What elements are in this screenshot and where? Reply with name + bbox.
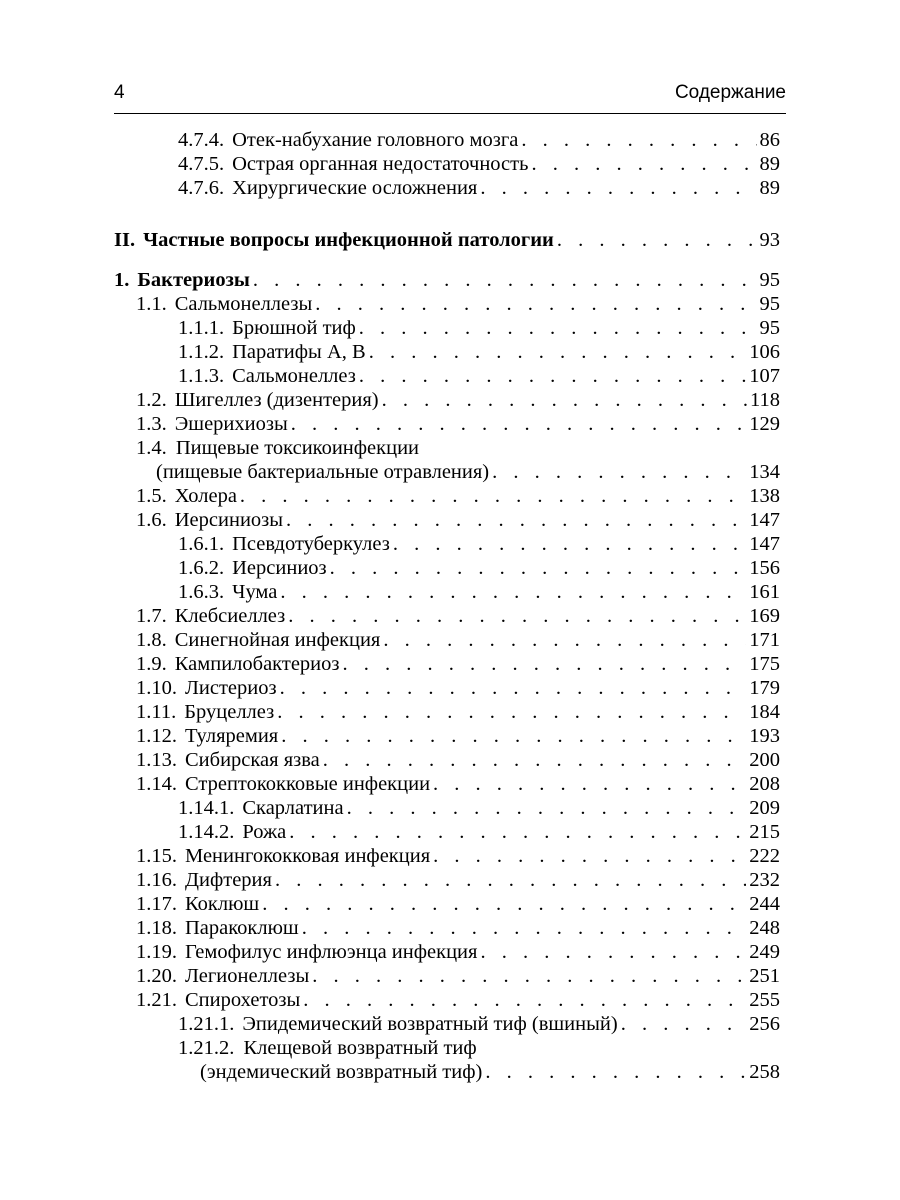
toc-entry-page: 147 — [749, 533, 780, 555]
toc-entry[interactable] — [114, 128, 780, 152]
toc-entry-page: 118 — [750, 389, 780, 411]
toc-entry-number: 1.7. — [136, 605, 167, 627]
leader-dots — [477, 176, 756, 200]
toc-entry-title: Частные вопросы инфекционной патологии — [143, 229, 554, 251]
toc-entry[interactable] — [114, 796, 780, 820]
toc-entry-number: 1. — [114, 269, 130, 291]
toc-entry-page: 255 — [749, 989, 780, 1011]
toc-part-heading[interactable] — [114, 228, 780, 252]
toc-entry-page: 258 — [749, 1061, 780, 1083]
toc-entry-first-line[interactable] — [114, 436, 780, 460]
toc-entry-number: 1.1.1. — [178, 317, 225, 339]
leader-dots — [278, 724, 746, 748]
toc-entry[interactable] — [114, 676, 780, 700]
toc-entry-number: 1.3. — [136, 413, 167, 435]
leader-dots — [477, 940, 746, 964]
toc-entry-page: 147 — [749, 509, 780, 531]
toc-entry[interactable] — [114, 700, 780, 724]
toc-entry[interactable] — [114, 152, 780, 176]
toc-entry-title: Бактериозы — [137, 269, 250, 291]
toc-entry-page: 175 — [749, 653, 780, 675]
toc-entry-title: Хирургические осложнения — [232, 177, 478, 199]
toc-entry-title: Клещевой возвратный тиф — [243, 1037, 477, 1059]
toc-entry[interactable] — [114, 484, 780, 508]
toc-entry[interactable] — [114, 916, 780, 940]
toc-entry-page: 107 — [749, 365, 780, 387]
leader-dots — [340, 652, 747, 676]
toc-entry-title: Острая органная недостаточность — [232, 153, 529, 175]
toc-entry-number: 1.18. — [136, 917, 177, 939]
toc-entry[interactable] — [114, 580, 780, 604]
leader-dots — [309, 964, 746, 988]
toc-entry-number: 1.9. — [136, 653, 167, 675]
toc-entry-number: 1.21.2. — [178, 1037, 235, 1059]
toc-entry-number: 1.6.1. — [178, 533, 225, 555]
leader-dots — [618, 1012, 747, 1036]
leader-dots — [356, 316, 757, 340]
toc-entry[interactable] — [114, 940, 780, 964]
toc-entry-title: Иерсиниозы — [174, 509, 284, 531]
toc-entry-title: Эшерихиозы — [174, 413, 288, 435]
toc-entry-page: 251 — [749, 965, 780, 987]
toc-entry-title: Гемофилус инфлюэнца инфекция — [185, 941, 478, 963]
leader-dots — [482, 1060, 746, 1084]
leader-dots — [272, 868, 746, 892]
toc-entry-number: 1.21. — [136, 989, 177, 1011]
toc-entry-page: 95 — [759, 317, 780, 339]
toc-entry-title: Сальмонеллез — [232, 365, 356, 387]
leader-dots — [327, 556, 747, 580]
toc-entry[interactable] — [114, 412, 780, 436]
toc-entry[interactable] — [114, 316, 780, 340]
toc-entry[interactable] — [114, 340, 780, 364]
leader-dots — [312, 292, 756, 316]
toc-entry-title-cont: (эндемический возвратный тиф) — [200, 1061, 483, 1083]
toc-entry-number: 4.7.6. — [178, 177, 225, 199]
leader-dots — [518, 128, 756, 152]
toc-entry-title: Чума — [232, 581, 278, 603]
toc-entry-page: 138 — [749, 485, 780, 507]
toc-entry-title: Паракоклюш — [185, 917, 299, 939]
toc-entry-number: 4.7.4. — [178, 129, 225, 151]
toc-entry-number: 1.1.2. — [178, 341, 225, 363]
toc-entry-title: Паратифы А, В — [232, 341, 366, 363]
toc-entry[interactable] — [114, 292, 780, 316]
toc-entry-title: Бруцеллез — [184, 701, 275, 723]
toc-entry-title: Листериоз — [185, 677, 277, 699]
toc-entry-title: Синегнойная инфекция — [174, 629, 381, 651]
leader-dots — [286, 820, 746, 844]
toc-entry[interactable] — [114, 532, 780, 556]
toc-entry-continuation[interactable] — [114, 460, 780, 484]
toc-entry-title: Иерсиниоз — [232, 557, 327, 579]
toc-entry-page: 200 — [749, 749, 780, 771]
toc-entry-title: Сибирская язва — [185, 749, 320, 771]
leader-dots — [259, 892, 746, 916]
toc-entry[interactable] — [114, 604, 780, 628]
leader-dots — [299, 916, 747, 940]
toc-entry[interactable] — [114, 892, 780, 916]
toc-entry-page: 222 — [749, 845, 780, 867]
leader-dots — [237, 484, 746, 508]
leader-dots — [285, 604, 746, 628]
leader-dots — [277, 676, 747, 700]
running-title: Содержание — [674, 82, 786, 103]
toc-entry-number: 1.14.2. — [178, 821, 235, 843]
toc-entry-page: 129 — [749, 413, 780, 435]
toc-entry-page: 244 — [749, 893, 780, 915]
page-number: 4 — [114, 82, 125, 103]
header-rule — [114, 113, 786, 114]
toc-entry-title: Туляремия — [185, 725, 279, 747]
leader-dots — [489, 460, 746, 484]
leader-dots — [288, 412, 747, 436]
toc-entry-number: 1.1.3. — [178, 365, 225, 387]
toc-entry-number: 1.13. — [136, 749, 177, 771]
page-header — [114, 80, 786, 106]
toc-entry[interactable] — [114, 508, 780, 532]
toc-entry-title: Пищевые токсикоинфекции — [175, 437, 420, 459]
toc-entry-page: 193 — [749, 725, 780, 747]
toc-entry-number: 1.5. — [136, 485, 167, 507]
toc-entry-page: 89 — [759, 177, 780, 199]
toc-entry-number: 1.14. — [136, 773, 177, 795]
toc-entry-page: 256 — [749, 1013, 780, 1035]
toc-entry-title: Брюшной тиф — [232, 317, 356, 339]
toc-entry-title: Дифтерия — [185, 869, 272, 891]
toc-entry-page: 249 — [749, 941, 780, 963]
toc-entry-page: 161 — [749, 581, 780, 603]
toc-entry-number: 1.6. — [136, 509, 167, 531]
toc-entry-page: 169 — [749, 605, 780, 627]
leader-dots — [344, 796, 747, 820]
toc-entry[interactable] — [114, 988, 780, 1012]
toc-entry-title: Стрептококковые инфекции — [185, 773, 431, 795]
leader-dots — [274, 700, 746, 724]
toc-entry-page: 106 — [749, 341, 780, 363]
toc-entry-number: 1.11. — [136, 701, 177, 723]
leader-dots — [430, 772, 746, 796]
toc-entry-page: 86 — [759, 129, 780, 151]
toc-entry-title: Менингококковая инфекция — [185, 845, 431, 867]
toc-entry[interactable] — [114, 364, 780, 388]
toc-entry-continuation[interactable] — [114, 1060, 780, 1084]
toc-entry-page: 232 — [749, 869, 780, 891]
toc-entry[interactable] — [114, 868, 780, 892]
leader-dots — [250, 268, 757, 292]
leader-dots — [283, 508, 746, 532]
toc-entry-number: 1.6.3. — [178, 581, 225, 603]
toc-entry[interactable] — [114, 964, 780, 988]
leader-dots — [554, 228, 757, 252]
toc-entry-first-line[interactable] — [114, 1036, 780, 1060]
toc-entry-number: 1.19. — [136, 941, 177, 963]
leader-dots — [390, 532, 746, 556]
toc-entry[interactable] — [114, 652, 780, 676]
toc-entry-page: 95 — [759, 293, 780, 315]
toc-entry-title: Легионеллезы — [185, 965, 310, 987]
toc-entry[interactable] — [114, 388, 780, 412]
toc-entry-page: 134 — [749, 461, 780, 483]
leader-dots — [277, 580, 746, 604]
toc-entry-title: Скарлатина — [242, 797, 344, 819]
leader-dots — [430, 844, 746, 868]
toc-entry-title: Рожа — [242, 821, 287, 843]
toc-entry-number: 1.4. — [136, 437, 167, 459]
toc-entry-title: Отек-набухание головного мозга — [232, 129, 519, 151]
toc-entry-title: Холера — [174, 485, 237, 507]
toc-entry-number: 1.16. — [136, 869, 177, 891]
toc-entry-number: 1.8. — [136, 629, 167, 651]
toc-entry-page: 184 — [749, 701, 780, 723]
toc-entry-number: 1.15. — [136, 845, 177, 867]
toc-chapter-heading[interactable] — [114, 268, 780, 292]
toc-entry-title: Клебсиеллез — [174, 605, 286, 627]
toc-entry-page: 248 — [749, 917, 780, 939]
toc-entry-title: Кампилобактериоз — [174, 653, 340, 675]
toc-entry-number: 4.7.5. — [178, 153, 225, 175]
toc-entry-title: Сальмонеллезы — [174, 293, 313, 315]
toc-entry-title: Коклюш — [185, 893, 260, 915]
leader-dots — [356, 364, 746, 388]
toc-entry-page: 179 — [749, 677, 780, 699]
toc-entry-page: 95 — [759, 269, 780, 291]
toc-entry-number: 1.21.1. — [178, 1013, 235, 1035]
toc-entry-title: Спирохетозы — [185, 989, 301, 1011]
toc-entry-page: 171 — [749, 629, 780, 651]
toc-entry-number: 1.12. — [136, 725, 177, 747]
toc-entry-number: 1.10. — [136, 677, 177, 699]
toc-entry-page: 89 — [759, 153, 780, 175]
toc-entry-title: Шигеллез (дизентерия) — [174, 389, 379, 411]
toc-entry-page: 209 — [749, 797, 780, 819]
toc-entry-title-cont: (пищевые бактериальные отравления) — [156, 461, 490, 483]
toc-entry-title: Эпидемический возвратный тиф (вшиный) — [242, 1013, 618, 1035]
toc-entry-number: II. — [114, 229, 136, 251]
toc-entry-title: Псевдотуберкулез — [232, 533, 390, 555]
leader-dots — [320, 748, 747, 772]
leader-dots — [366, 340, 747, 364]
toc-entry[interactable] — [114, 748, 780, 772]
toc-entry[interactable] — [114, 772, 780, 796]
toc-entry[interactable] — [114, 628, 780, 652]
toc-entry-page: 156 — [749, 557, 780, 579]
toc-entry[interactable] — [114, 844, 780, 868]
leader-dots — [528, 152, 756, 176]
leader-dots — [379, 388, 747, 412]
toc-entry-page: 215 — [749, 821, 780, 843]
toc-entry-page: 93 — [759, 229, 780, 251]
toc-entry[interactable] — [114, 724, 780, 748]
table-of-contents — [114, 128, 780, 1084]
leader-dots — [380, 628, 746, 652]
toc-entry-number: 1.17. — [136, 893, 177, 915]
toc-entry[interactable] — [114, 820, 780, 844]
toc-entry[interactable] — [114, 556, 780, 580]
toc-entry-number: 1.1. — [136, 293, 167, 315]
toc-entry-number: 1.14.1. — [178, 797, 235, 819]
toc-entry-page: 208 — [749, 773, 780, 795]
toc-entry[interactable] — [114, 176, 780, 200]
toc-entry-number: 1.2. — [136, 389, 167, 411]
toc-entry-number: 1.6.2. — [178, 557, 225, 579]
leader-dots — [300, 988, 746, 1012]
toc-entry-number: 1.20. — [136, 965, 177, 987]
toc-entry[interactable] — [114, 1012, 780, 1036]
